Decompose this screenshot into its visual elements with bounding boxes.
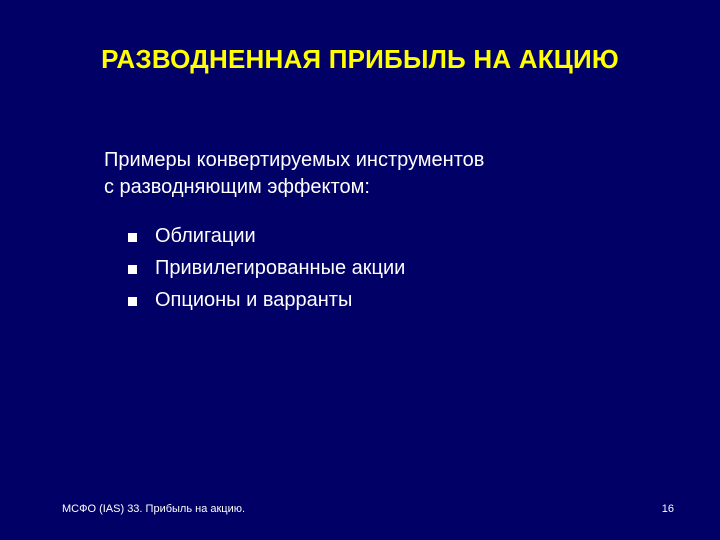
page-number: 16 (661, 503, 674, 515)
intro-line: Примеры конвертируемых инструментов (104, 149, 485, 171)
intro-text (104, 147, 624, 201)
bullet-label: Облигации (155, 225, 256, 247)
bullet-label: Привилегированные акции (155, 257, 406, 279)
bullet-list (128, 220, 405, 316)
slide-title: РАЗВОДНЕННАЯ ПРИБЫЛЬ НА АКЦИЮ (101, 44, 619, 74)
bullet-item (128, 284, 405, 316)
bullet-label: Опционы и варранты (155, 289, 353, 311)
bullet-item (128, 220, 405, 252)
slide-footer: МСФО (IAS) 33. Прибыль на акцию. (62, 503, 246, 515)
intro-line: с разводняющим эффектом: (104, 176, 370, 198)
square-bullet-icon (128, 233, 137, 242)
square-bullet-icon (128, 265, 137, 274)
square-bullet-icon (128, 297, 137, 306)
bullet-item (128, 252, 405, 284)
